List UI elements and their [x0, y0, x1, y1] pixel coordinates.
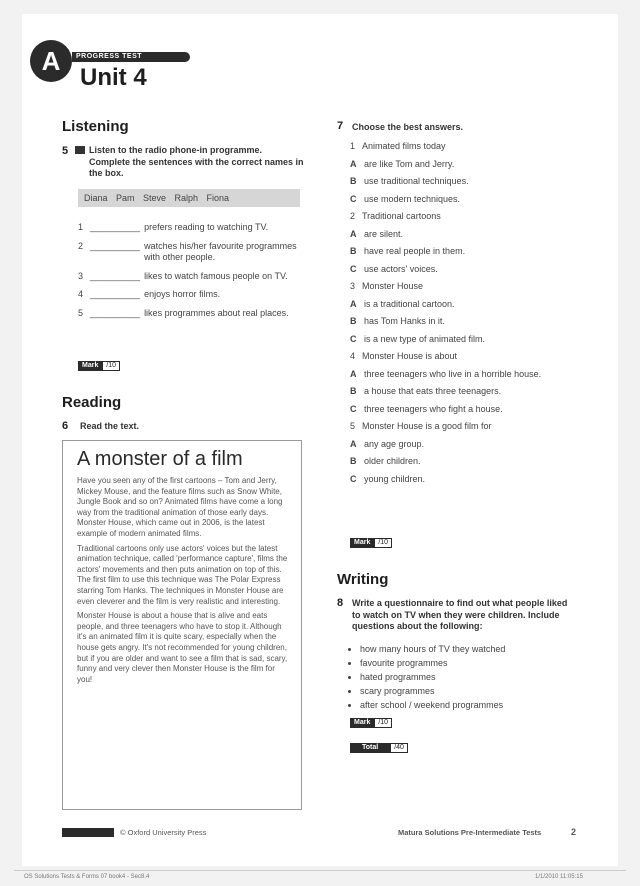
q7-item	[350, 281, 585, 345]
article-title: A monster of a film	[77, 448, 243, 470]
answer-blank[interactable]: __________	[90, 240, 141, 251]
article-paragraph: Monster House is about a house that is alive and eats people, and three teenagers who have to stop it. Although it's an animated film it is quite scary, especially when the house gets angry. It's not recommended for young children, but if you are older and want to see a film that is sad, scary, funny and very clever then Monster House is the film for you!	[77, 611, 288, 684]
q7-item	[350, 421, 585, 485]
mark-label: Mark	[350, 718, 374, 728]
option-text: use traditional techniques.	[364, 176, 469, 186]
q7-item	[350, 211, 585, 275]
mark-value[interactable]: /10	[102, 361, 120, 371]
item-text: likes programmes about real places.	[144, 307, 289, 318]
q8-number: 8	[337, 597, 344, 609]
option-text: any age group.	[364, 438, 425, 449]
listening-item	[78, 271, 303, 283]
writing-heading: Writing	[337, 571, 389, 588]
q7-instruction: Choose the best answers.	[352, 122, 464, 132]
q7-item	[350, 351, 585, 415]
option-text: older children.	[364, 456, 421, 466]
option-letter[interactable]: B	[350, 176, 357, 186]
item-number: 4	[350, 351, 356, 361]
option-text: is a traditional cartoon.	[364, 298, 455, 309]
item-stem: Monster House is a good film for	[362, 421, 492, 431]
item-text: watches his/her favourite programmes with other people.	[144, 240, 297, 262]
option-text: use actors' voices.	[364, 263, 438, 274]
option-text: are silent.	[364, 228, 404, 239]
item-number: 1	[350, 141, 356, 151]
option-letter[interactable]: C	[350, 193, 357, 204]
bullet-item: • hated programmes	[360, 670, 570, 684]
article-body	[77, 476, 291, 689]
option-text: use modern techniques.	[364, 193, 461, 204]
item-number: 2	[78, 240, 84, 251]
option-letter[interactable]: B	[350, 386, 357, 396]
item-number: 4	[78, 289, 84, 299]
total-mark-box	[350, 743, 408, 753]
item-number: 2	[350, 211, 356, 221]
q7-mark-box	[350, 538, 392, 548]
bullet-item: • how many hours of TV they watched	[360, 642, 570, 656]
total-value[interactable]: /40	[390, 743, 408, 753]
print-slug: OS Solutions Tests & Forms 07 book4 - Sec8.4	[24, 874, 150, 880]
series-title: Matura Solutions Pre-Intermediate Tests	[398, 828, 542, 837]
option-letter[interactable]: A	[350, 228, 357, 239]
q5-instruction: Listen to the radio phone-in programme. Complete the sentences with the correct names in the box.	[89, 145, 304, 178]
item-number: 1	[78, 222, 84, 232]
option-letter[interactable]: C	[350, 473, 357, 484]
q7-items	[350, 141, 585, 491]
item-number: 5	[350, 421, 356, 431]
total-label: Total	[350, 743, 390, 753]
item-number: 5	[78, 307, 84, 318]
writing-mark-box	[350, 718, 392, 728]
item-stem: Traditional cartoons	[362, 211, 441, 221]
option-text: three teenagers who live in a horrible house.	[364, 368, 542, 379]
mark-value[interactable]: /10	[374, 538, 392, 548]
bullet-item: • after school / weekend programmes	[360, 698, 570, 712]
bullet-item: • scary programmes	[360, 684, 570, 698]
mark-label: Mark	[350, 538, 374, 548]
option-text: young children.	[364, 473, 426, 484]
answer-blank[interactable]: __________	[90, 222, 141, 232]
option-text: is a new type of animated film.	[364, 333, 486, 344]
item-text: likes to watch famous people on TV.	[144, 270, 288, 281]
bullet-item: • favourite programmes	[360, 656, 570, 670]
print-slug-date: 1/1/2010 11:05:15	[535, 874, 583, 880]
reading-heading: Reading	[62, 394, 122, 411]
writing-bullets	[350, 642, 570, 712]
q8-instruction: Write a questionnaire to find out what people liked to watch on TV when they were children. Include questions about the following:	[352, 598, 568, 631]
cd-icon	[75, 146, 85, 154]
option-text: are like Tom and Jerry.	[364, 158, 455, 169]
item-text: prefers reading to watching TV.	[144, 222, 269, 232]
option-letter[interactable]: A	[350, 298, 357, 309]
listening-item	[78, 308, 303, 320]
listening-item	[78, 289, 303, 301]
names-box: Diana Pam Steve Ralph Fiona	[78, 189, 300, 207]
article-paragraph: Traditional cartoons only use actors' voices but the latest animation technique, called 'performance capture', films the actors' movements and then puts animation on top of this. The first film to use this technique was The Polar Express starring Tom Hanks. The techniques in Monster House are even cleverer and the film is very realistic and interesting.	[77, 543, 288, 606]
option-letter[interactable]: C	[350, 263, 357, 274]
q6-number: 6	[62, 420, 69, 432]
option-text: three teenagers who fight a house.	[364, 403, 503, 414]
option-text: a house that eats three teenagers.	[364, 386, 502, 396]
item-number: 3	[350, 281, 356, 291]
q5-number: 5	[62, 145, 69, 157]
q7-item	[350, 141, 585, 205]
article-paragraph: Have you seen any of the first cartoons – Tom and Jerry, Mickey Mouse, and the feature films such as Snow White, Jungle Book and so on? Animated films have come a long way from the traditional animation of those early days. Monster House, which came out in 2006, is the latest example of modern animated films.	[77, 476, 283, 538]
item-number: 3	[78, 270, 84, 281]
q6-instruction: Read the text.	[80, 421, 140, 431]
mark-label: Mark	[78, 361, 102, 371]
listening-item	[78, 222, 303, 234]
option-letter[interactable]: B	[350, 456, 357, 466]
unit-badge: A	[30, 40, 72, 82]
listening-item	[78, 241, 303, 264]
option-letter[interactable]: A	[350, 368, 357, 379]
option-letter[interactable]: C	[350, 333, 357, 344]
slug-divider	[14, 870, 626, 871]
option-text: have real people in them.	[364, 246, 466, 256]
listening-mark-box	[78, 361, 120, 371]
progress-test-label: PROGRESS TEST	[76, 53, 143, 60]
answer-blank[interactable]: __________	[90, 307, 141, 318]
photocopiable-logo	[62, 828, 114, 837]
page-number: 2	[571, 827, 577, 837]
option-letter[interactable]: A	[350, 158, 357, 169]
listening-heading: Listening	[62, 118, 129, 135]
answer-blank[interactable]: __________	[90, 270, 141, 281]
item-stem: Monster House is about	[362, 351, 458, 361]
answer-blank[interactable]: __________	[90, 289, 141, 299]
unit-title: Unit 4	[80, 64, 147, 91]
option-letter[interactable]: C	[350, 403, 357, 414]
option-text: has Tom Hanks in it.	[364, 316, 445, 326]
option-letter[interactable]: A	[350, 438, 357, 449]
item-stem: Animated films today	[362, 141, 446, 151]
item-text: enjoys horror films.	[144, 289, 221, 299]
option-letter[interactable]: B	[350, 316, 357, 326]
q7-number: 7	[337, 120, 344, 132]
listening-items	[78, 222, 303, 326]
mark-value[interactable]: /10	[374, 718, 392, 728]
publisher-credit: © Oxford University Press	[120, 828, 207, 837]
item-stem: Monster House	[362, 281, 424, 291]
option-letter[interactable]: B	[350, 246, 357, 256]
